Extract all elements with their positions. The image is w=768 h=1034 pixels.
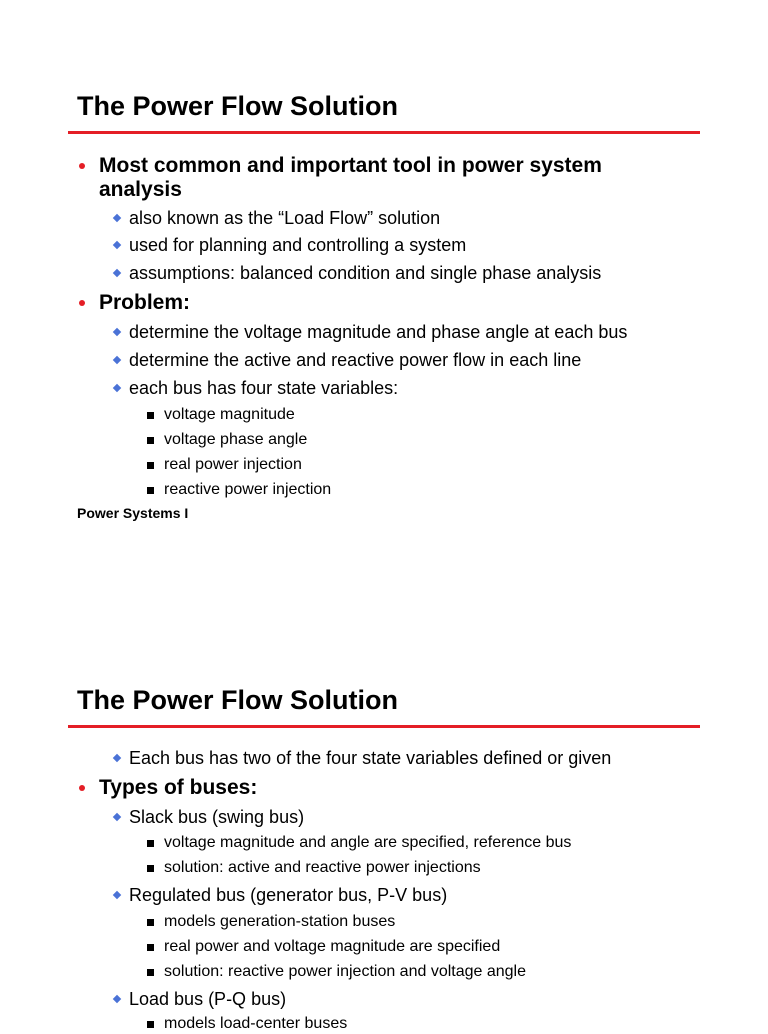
sub-sub-bullet-text: solution: reactive power injection and voltage angle [164, 963, 527, 980]
main-bullet-bus-types [99, 776, 257, 800]
sub-sub-bullet-text: models generation-station buses [164, 913, 396, 930]
sub-bullet-text: Regulated bus (generator bus, P-V bus) [129, 885, 448, 905]
sub-sub-bullet-text: real power and voltage magnitude are specified [164, 938, 501, 955]
sub-sub-bullet [164, 833, 571, 853]
sub-sub-bullet [164, 912, 395, 932]
sub-bullet-text: determine the voltage magnitude and phase angle at each bus [129, 322, 628, 342]
blue-diamond-bullet-icon [113, 995, 121, 1003]
bullet-text: Types of buses: [99, 776, 258, 799]
square-bullet-icon [147, 969, 154, 976]
slide-footer: Power Systems I [77, 505, 189, 521]
bullet-text: Most common and important tool in power system [99, 154, 602, 177]
square-bullet-icon [147, 1021, 154, 1028]
sub-bullet-text: Load bus (P-Q bus) [129, 989, 287, 1009]
square-bullet-icon [147, 865, 154, 872]
sub-bullet-regulated-bus [129, 884, 447, 906]
sub-sub-bullet [164, 858, 481, 878]
sub-bullet-text: also known as the “Load Flow” solution [129, 208, 441, 228]
sub-sub-bullet-text: solution: active and reactive power injections [164, 859, 481, 876]
sub-bullet-slack-bus [129, 806, 304, 828]
square-bullet-icon [147, 944, 154, 951]
red-bullet-icon [79, 785, 85, 791]
sub-sub-bullet [164, 937, 500, 957]
sub-bullet-text: each bus has four state variables: [129, 378, 399, 398]
square-bullet-icon [147, 840, 154, 847]
blue-diamond-bullet-icon [113, 813, 121, 821]
sub-sub-bullet-text: voltage magnitude [164, 406, 295, 423]
slide-title: The Power Flow Solution [77, 685, 398, 715]
sub-sub-bullet-text: reactive power injection [164, 481, 332, 498]
sub-bullet-load-bus [129, 988, 286, 1010]
sub-bullet [129, 747, 611, 769]
sub-sub-bullet-text: real power injection [164, 456, 302, 473]
sub-sub-bullet-text: voltage magnitude and angle are specified, reference bus [164, 834, 572, 851]
blue-diamond-bullet-icon [113, 754, 121, 762]
sub-sub-bullet [164, 962, 526, 982]
sub-sub-bullet-text: models load-center buses [164, 1015, 348, 1032]
sub-bullet-text: assumptions: balanced condition and single phase analysis [129, 263, 602, 283]
sub-bullet-text: determine the active and reactive power flow in each line [129, 350, 582, 370]
sub-bullet-text: used for planning and controlling a system [129, 235, 467, 255]
sub-bullet-text: Slack bus (swing bus) [129, 807, 305, 827]
bullet-text: analysis [99, 178, 182, 201]
square-bullet-icon [147, 919, 154, 926]
title-underline [68, 725, 700, 728]
slide-title: The Power Flow Solution [77, 91, 398, 121]
sub-sub-bullet-text: voltage phase angle [164, 431, 308, 448]
sub-bullet-text: Each bus has two of the four state variables defined or given [129, 748, 612, 768]
sub-sub-bullet [164, 1014, 347, 1034]
bullet-text: Problem: [99, 291, 191, 314]
blue-diamond-bullet-icon [113, 891, 121, 899]
